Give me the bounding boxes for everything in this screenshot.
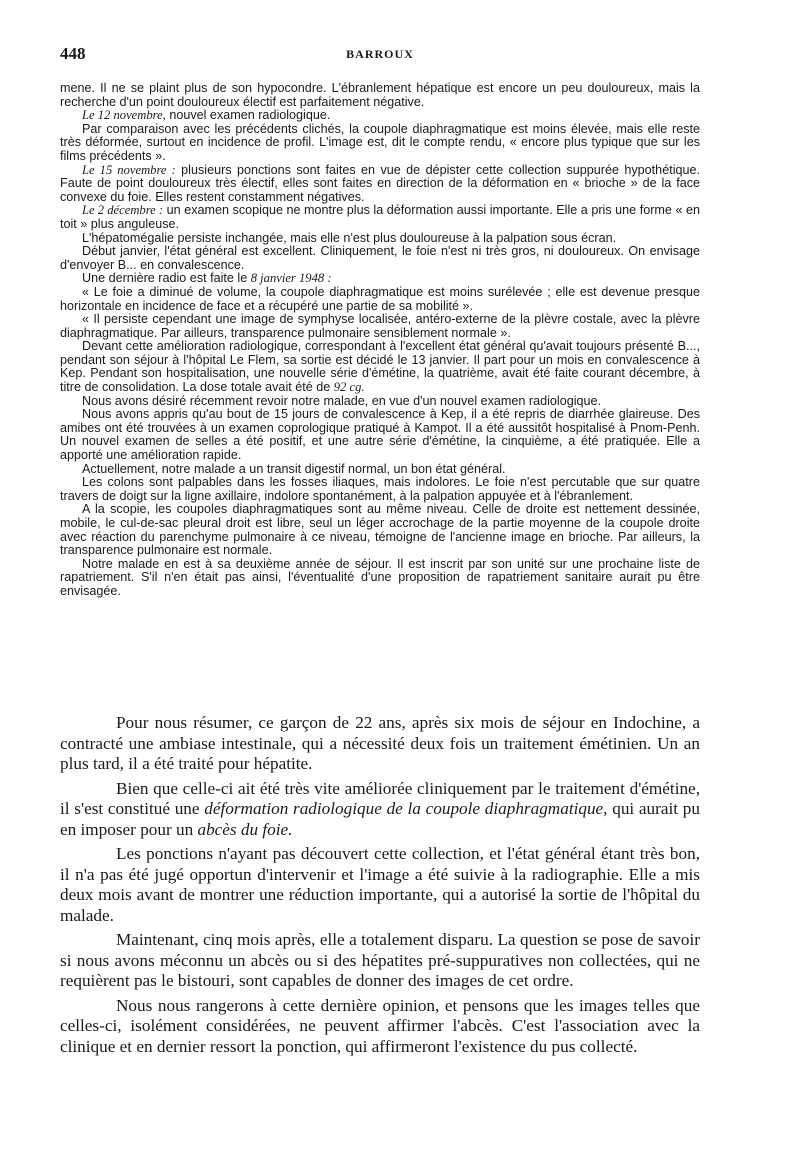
paragraph: « Le foie a diminué de volume, la coupole diaphragmatique est moins surélevée ; elle est devenue presque horizontale en incidence de face et a récupéré une partie de sa mobilité ». <box>60 284 700 313</box>
dose-italic: 92 cg. <box>333 380 365 395</box>
paragraph-text: Bien que celle-ci ait été très vite améliorée cliniquement par le traitement d'émétine, il s'est constitué une <box>60 778 700 818</box>
date-italic: Le 2 décembre : <box>82 203 164 218</box>
paragraph: Nous avons désiré récemment revoir notre malade, en vue d'un nouvel examen radiologique. <box>82 393 602 408</box>
paragraph: Nous nous rangerons à cette dernière opinion, et pensons que les images telles que celles-ci, isolément considérées, ne peuvent affirmer l'abcès. C'est l'association avec la clinique et en dernier ressort la ponction, qui affirmeront l'existence du pus collecté. <box>60 995 700 1056</box>
paragraph <box>60 779 700 841</box>
running-head: BARROUX <box>346 47 414 61</box>
date-italic: Le 12 novembre, <box>82 108 166 123</box>
paragraph <box>60 109 700 123</box>
paragraph: A la scopie, les coupoles diaphragmatiques sont au même niveau. Celle de droite est nettement dessinée, mobile, le cul-de-sac pleural droit est libre, seul un léger accrochage de la partie moyenne de la coupole droite avec réaction du parenchyme pulmonaire à ce niveau, témoigne de l'ancienne image en brioche. Par ailleurs, la transparence pulmonaire est normale. <box>60 502 700 558</box>
page-header <box>60 44 700 68</box>
page-number: 448 <box>60 44 86 63</box>
paragraph: Début janvier, l'état général est excellent. Cliniquement, le foie n'est ni très gros, ni douloureux. On envisage d'envoyer B... en convalescence. <box>60 244 700 272</box>
paragraph: mene. Il ne se plaint plus de son hypocondre. L'ébranlement hépatique est encore un peu douloureux, mais la recherche d'un point douloureux électif est parfaitement négative. <box>60 81 700 109</box>
paragraph <box>60 164 700 205</box>
paragraph: Notre malade en est à sa deuxième année de séjour. Il est inscrit par son unité sur une prochaine liste de rapatriement. S'il n'en était pas ainsi, l'éventualité d'une proposition de rapatriement sanitaire aurait pu être envisagée. <box>60 556 700 598</box>
paragraph-text: Une dernière radio est faite le <box>82 271 251 286</box>
paragraph-text: plusieurs ponctions sont faites en vue de dépister cette collection suppurée hypothétique. Faute de point douloureux très électif, elles sont faites en direction de la déformation en « brioche » de la face convexe du foie. Elles restent constamment négatives. <box>60 162 700 204</box>
italic-phrase: déformation radiologique de la coupole diaphragmatique, <box>204 799 608 818</box>
italic-phrase: abcès du foie. <box>197 819 293 839</box>
paragraph: Actuellement, notre malade a un transit digestif normal, un bon état général. <box>82 461 506 476</box>
paragraph-text: un examen scopique ne montre plus la déformation aussi importante. Elle a pris une forme « en toit » plus anguleuse. <box>60 203 700 231</box>
paragraph-text: qui aurait pu en imposer pour un <box>60 799 700 839</box>
date-italic: Le 15 novembre : <box>82 162 176 177</box>
paragraph: Maintenant, cinq mois après, elle a totalement disparu. La question se pose de savoir si nous avons méconnu un abcès ou si des hépatites pré-suppuratives non collectées, qui ne requièrent pas le bistouri, sont capables de donner des images de cet ordre. <box>60 930 700 990</box>
paragraph: Les ponctions n'ayant pas découvert cette collection, et l'état général étant très bon, il n'a pas été jugé opportun d'intervenir et l'image a été suivie à la radiographie. Elle a mis deux mois avant de montrer une réduction importante, qui a autorisé la sortie de l'hôpital du malade. <box>60 844 700 925</box>
paragraph: Pour nous résumer, ce garçon de 22 ans, après six mois de séjour en Indochine, a contracté une ambiase intestinale, qui a nécessité deux fois un traitement émétinien. Un an plus tard, il a été traité pour hépatite. <box>60 713 700 773</box>
paragraph: Les colons sont palpables dans les fosses iliaques, mais indolores. Le foie n'est percutable que sur quatre travers de doigt sur la ligne axillaire, indolore spontanément, à la palpation appuyée et à l'ébranlement. <box>60 475 700 503</box>
summary-large-text <box>60 713 700 1061</box>
paragraph-text: Devant cette amélioration radiologique, correspondant à l'excellent état général qu'avait toujours présenté B..., pendant son séjour à l'hôpital Le Flem, sa sortie est décidé le 13 janvier. Il part pour un mois en convalescence à Kep. Pendant son hospitalisation, une nouvelle série d'émétine, la quatrième, avait été faite courant décembre, à titre de consolidation. La dose totale avait été de <box>60 339 700 395</box>
case-report-small-text <box>60 82 700 599</box>
paragraph: Par comparaison avec les précédents clichés, la coupole diaphragmatique est moins élevée, mais elle reste très déformée, surtout en incidence de profil. L'image est, dit le compte rendu, « encore plus typique que sur les films précédents ». <box>60 121 700 163</box>
paragraph <box>60 272 700 286</box>
paragraph <box>60 204 700 231</box>
date-italic: 8 janvier 1948 : <box>250 271 332 286</box>
paragraph <box>60 340 700 394</box>
paragraph-text: nouvel examen radiologique. <box>165 108 331 123</box>
paragraph: L'hépatomégalie persiste inchangée, mais elle n'est plus douloureuse à la palpation sous écran. <box>82 230 617 245</box>
paragraph: Nous avons appris qu'au bout de 15 jours de convalescence à Kep, il a été repris de diarrhée glaireuse. Des amibes ont été trouvées à un examen coprologique pratiqué à Kampot. Il a été aussitôt hospitalisé à Pnom-Penh. Un nouvel examen de selles a été positif, et une autre série d'émétine, la cinquième, a été pratiquée. Elle a apporté une amélioration rapide. <box>60 407 700 463</box>
paragraph: « Il persiste cependant une image de symphyse localisée, antéro-externe de la plèvre costale, avec la plèvre diaphragmatique. Par ailleurs, transparence pulmonaire sensiblement normale ». <box>60 312 700 340</box>
